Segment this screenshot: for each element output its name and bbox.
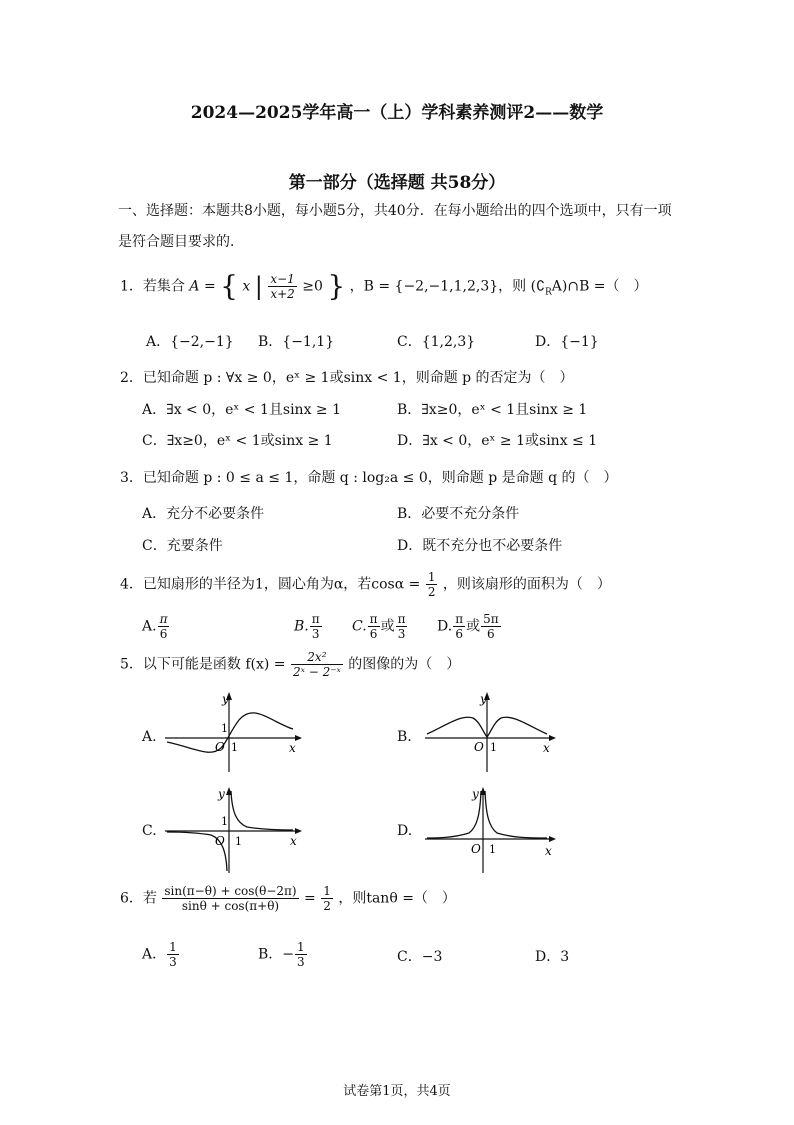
origin-label: O (474, 740, 484, 754)
curve-right (231, 791, 293, 830)
q5-option-b[interactable]: B. (397, 729, 412, 745)
q5-graph-b (425, 690, 560, 775)
origin-label: O (215, 834, 225, 848)
q1-rest: A)∩B =（ ） (551, 278, 648, 295)
y-tick-1: 1 (221, 722, 228, 735)
x-label: x (289, 741, 296, 755)
q6-fraction: $\frac{\sin(\pi-\theta) + \cos(\theta-2\pi)}{\sin\theta + \cos(\pi+\theta)}$ (164, 884, 297, 913)
q1-option-d[interactable]: D．{−1} (535, 334, 599, 350)
y-tick-1: 1 (221, 815, 228, 828)
q4-fraction: $\frac{1}{2}$ (427, 570, 436, 599)
q1-set-x: x (242, 278, 251, 295)
y-label: y (480, 692, 487, 706)
q3-option-b[interactable]: B．必要不充分条件 (397, 506, 520, 522)
y-label: y (218, 787, 225, 801)
x-tick-1: 1 (489, 843, 496, 856)
q6-option-c[interactable]: C．−3 (397, 949, 443, 965)
x-tick-1: 1 (235, 835, 242, 848)
q5-option-d[interactable]: D. (397, 823, 413, 839)
q3-option-a[interactable]: A．充分不必要条件 (142, 506, 265, 522)
q6-option-a[interactable]: A． $\frac{1}{3}$ (142, 940, 177, 969)
page-title: 2024—2025学年高一（上）学科素养测评2——数学 (190, 103, 604, 123)
question-6: 6．若 $\frac{\sin(\pi-\theta) + \cos(\theta-2\pi)}{\sin\theta + \cos(\pi+\theta)}$ = $\frac{1}{2}$ ，则tanθ =（ ） (120, 884, 456, 913)
question-1: 1．若集合 A = { x | $\frac{x-1}{x+2}$ ≥0 } ，B = {−2,−1,1,2,3}，则 $(∁_RA)\cap B$ =（ ） (120, 269, 648, 303)
q1-set-a-var: A (189, 278, 200, 295)
question-5: 5．以下可能是函数 f(x) = $\frac{\text{2x²}}{\text{2ˣ − 2⁻ˣ}}$ 的图像的为（ ） (120, 650, 461, 679)
curve-right (485, 791, 547, 838)
section-intro: 一、选择题：本题共8小题，每小题5分，共40分．在每小题给出的四个选项中，只有一项是符合题目要求的． (118, 203, 672, 250)
q5-option-a[interactable]: A. (142, 729, 157, 745)
q2-option-a[interactable]: A．∃x < 0，eˣ < 1且sinx ≥ 1 (142, 402, 342, 418)
q1-fraction: $\frac{x-1}{x+2}$ (270, 272, 295, 301)
q1-option-a[interactable]: A．{−2,−1} (146, 334, 234, 350)
y-label: y (222, 692, 229, 706)
x-tick-1: 1 (490, 741, 497, 754)
question-2: 2．已知命题 p : ∀x ≥ 0，eˣ ≥ 1或sinx < 1，则命题 p 的否定为（ ） (120, 370, 574, 386)
q5-graph-d (425, 785, 560, 875)
q5-option-c[interactable]: C. (142, 823, 157, 839)
q3-option-c[interactable]: C．充要条件 (142, 538, 223, 554)
q4-option-d[interactable]: D. $\frac{\pi}{6}$ 或 $\frac{5\pi}{6}$ (437, 612, 499, 641)
x-tick-1: 1 (231, 741, 238, 754)
q2-option-c[interactable]: C．∃x≥0，eˣ < 1或sinx ≥ 1 (142, 433, 333, 449)
q2-option-d[interactable]: D．∃x < 0，eˣ ≥ 1或sinx ≤ 1 (397, 433, 598, 449)
q1-option-c[interactable]: C．{1,2,3} (397, 334, 476, 350)
question-3: 3．已知命题 p : 0 ≤ a ≤ 1，命题 q : log₂a ≤ 0，则命题 p 是命题 q 的（ ） (120, 470, 618, 486)
function-curve (167, 713, 293, 752)
q4-option-c[interactable]: C. $\frac{\pi}{6}$ 或 $\frac{\pi}{3}$ (352, 612, 406, 641)
y-label: y (472, 787, 479, 801)
x-label: x (543, 741, 550, 755)
origin-label: O (215, 740, 225, 754)
x-label: x (290, 834, 297, 848)
q1-complement: (∁ (530, 278, 545, 295)
x-axis-arrow (295, 735, 302, 741)
q6-option-d[interactable]: D．3 (535, 949, 570, 965)
x-axis-arrow (549, 836, 556, 842)
x-label: x (545, 844, 552, 858)
q6-rhs-fraction: $\frac{1}{2}$ (323, 884, 331, 913)
q1-set-b: ，B = {−2,−1,1,2,3}，则 (349, 278, 527, 295)
x-axis-arrow (549, 735, 556, 741)
q5-fraction: $\frac{\text{2x²}}{\text{2ˣ − 2⁻ˣ}}$ (293, 650, 341, 679)
q5-graph-a (165, 690, 305, 775)
part-title: 第一部分（选择题 共58分） (288, 173, 506, 193)
page-footer: 试卷第1页，共4页 (343, 1084, 451, 1099)
q4-option-b[interactable]: B. $\frac{\pi}{3}$ (294, 612, 320, 641)
q4-option-a[interactable]: A. $\frac{\pi}{6}$ (142, 612, 168, 641)
q1-option-b[interactable]: B．{−1,1} (258, 334, 335, 350)
q1-prefix: 1．若集合 (120, 278, 185, 295)
q3-option-d[interactable]: D．既不充分也不必要条件 (397, 538, 563, 554)
q6-option-b[interactable]: B．− $\frac{1}{3}$ (258, 940, 305, 969)
question-4: 4．已知扇形的半径为1，圆心角为α，若cosα = $\frac{1}{2}$ ，则该扇形的面积为（ ） (120, 570, 611, 599)
q2-option-b[interactable]: B．∃x≥0，eˣ < 1且sinx ≥ 1 (397, 402, 588, 418)
q5-graph-c (165, 785, 305, 875)
origin-label: O (471, 842, 481, 856)
